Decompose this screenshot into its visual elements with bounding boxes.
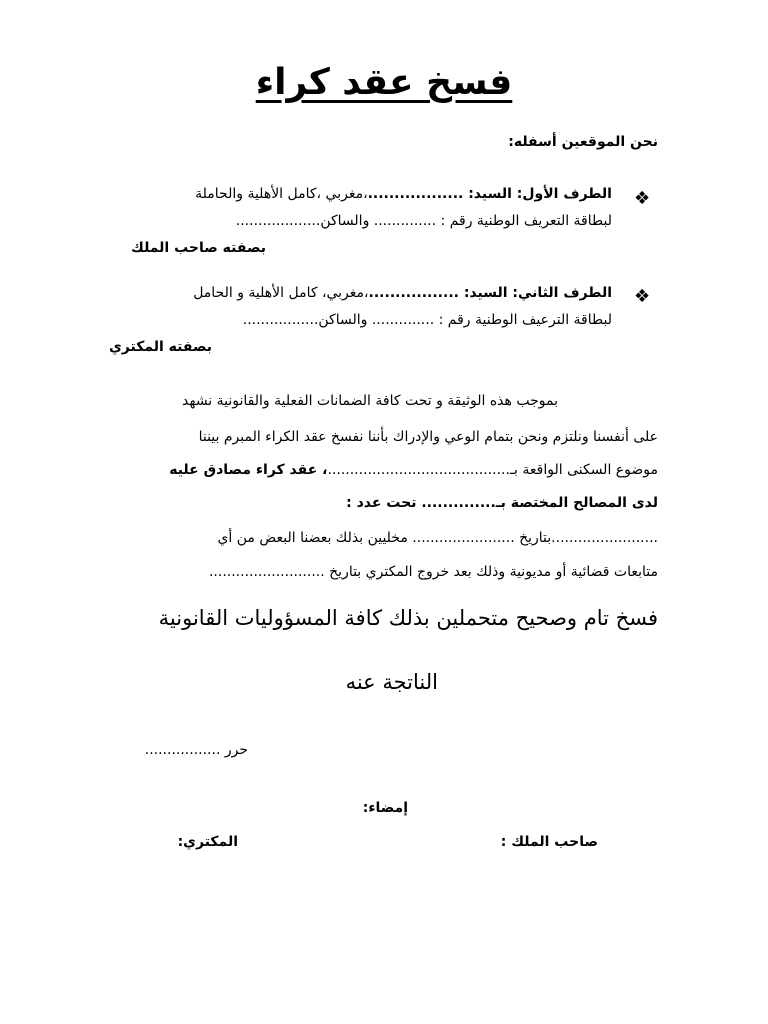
party2-label: الطرف الثاني: السيد: ................. [368,285,612,301]
conclusion-line2: الناتجة عنه [345,670,438,694]
bullet-icon-party1: ❖ [634,188,651,209]
party2-line1 [112,285,612,301]
party2-line1-rest: ،مغربي، كامل الأهلية و الحامل [193,285,369,301]
body-line5: ........................بتاريخ ....................... مخليين بذلك بعضنا البعض من أي [217,530,658,546]
party1-line1-rest: ،مغربي ،كامل الأهلية والحاملة [195,186,368,202]
bullet-icon-party2: ❖ [634,286,651,307]
party1-role: بصفته صاحب الملك [131,240,266,256]
body-line3 [169,462,658,478]
body-line3-location: موضوع السكنى الواقعة بـ......................................... [327,462,658,478]
signature-label: إمضاء: [362,800,408,816]
party1-label: الطرف الأول: السيد: .................. [367,186,612,202]
document-title: فسخ عقد كراء [255,62,513,103]
body-line1: بموجب هذه الوثيقة و تحت كافة الضمانات الفعلية والقانونية نشهد [182,393,558,409]
body-line4: لدى المصالح المختصة بـ.............. تحت عدد : [346,495,658,511]
tenant-signature-label: المكتري: [177,834,238,850]
drafted-line: حرر ................. [144,742,248,758]
party1-line2: لبطاقة التعريف الوطنية رقم : .............. والساكن................... [235,213,612,229]
body-line6: متابعات قضائية أو مديونية وذلك بعد خروج المكتري بتاريخ .......................... [208,564,658,580]
party2-role: بصفته المكتري [108,339,212,355]
body-line2: على أنفسنا ونلتزم ونحن بتمام الوعي والإدراك بأننا نفسخ عقد الكراء المبرم بيننا [198,429,658,445]
conclusion-line1: فسخ تام وصحيح متحملين بذلك كافة المسؤوليات القانونية [158,606,658,630]
intro-text: نحن الموقعين أسفله: [508,134,658,150]
owner-signature-label: صاحب الملك : [500,834,598,850]
party1-line1 [112,186,612,202]
party2-line2: لبطاقة الترعيف الوطنية رقم : .............. والساكن................. [242,312,612,328]
body-line3-certified: ، عقد كراء مصادق عليه [169,462,328,478]
